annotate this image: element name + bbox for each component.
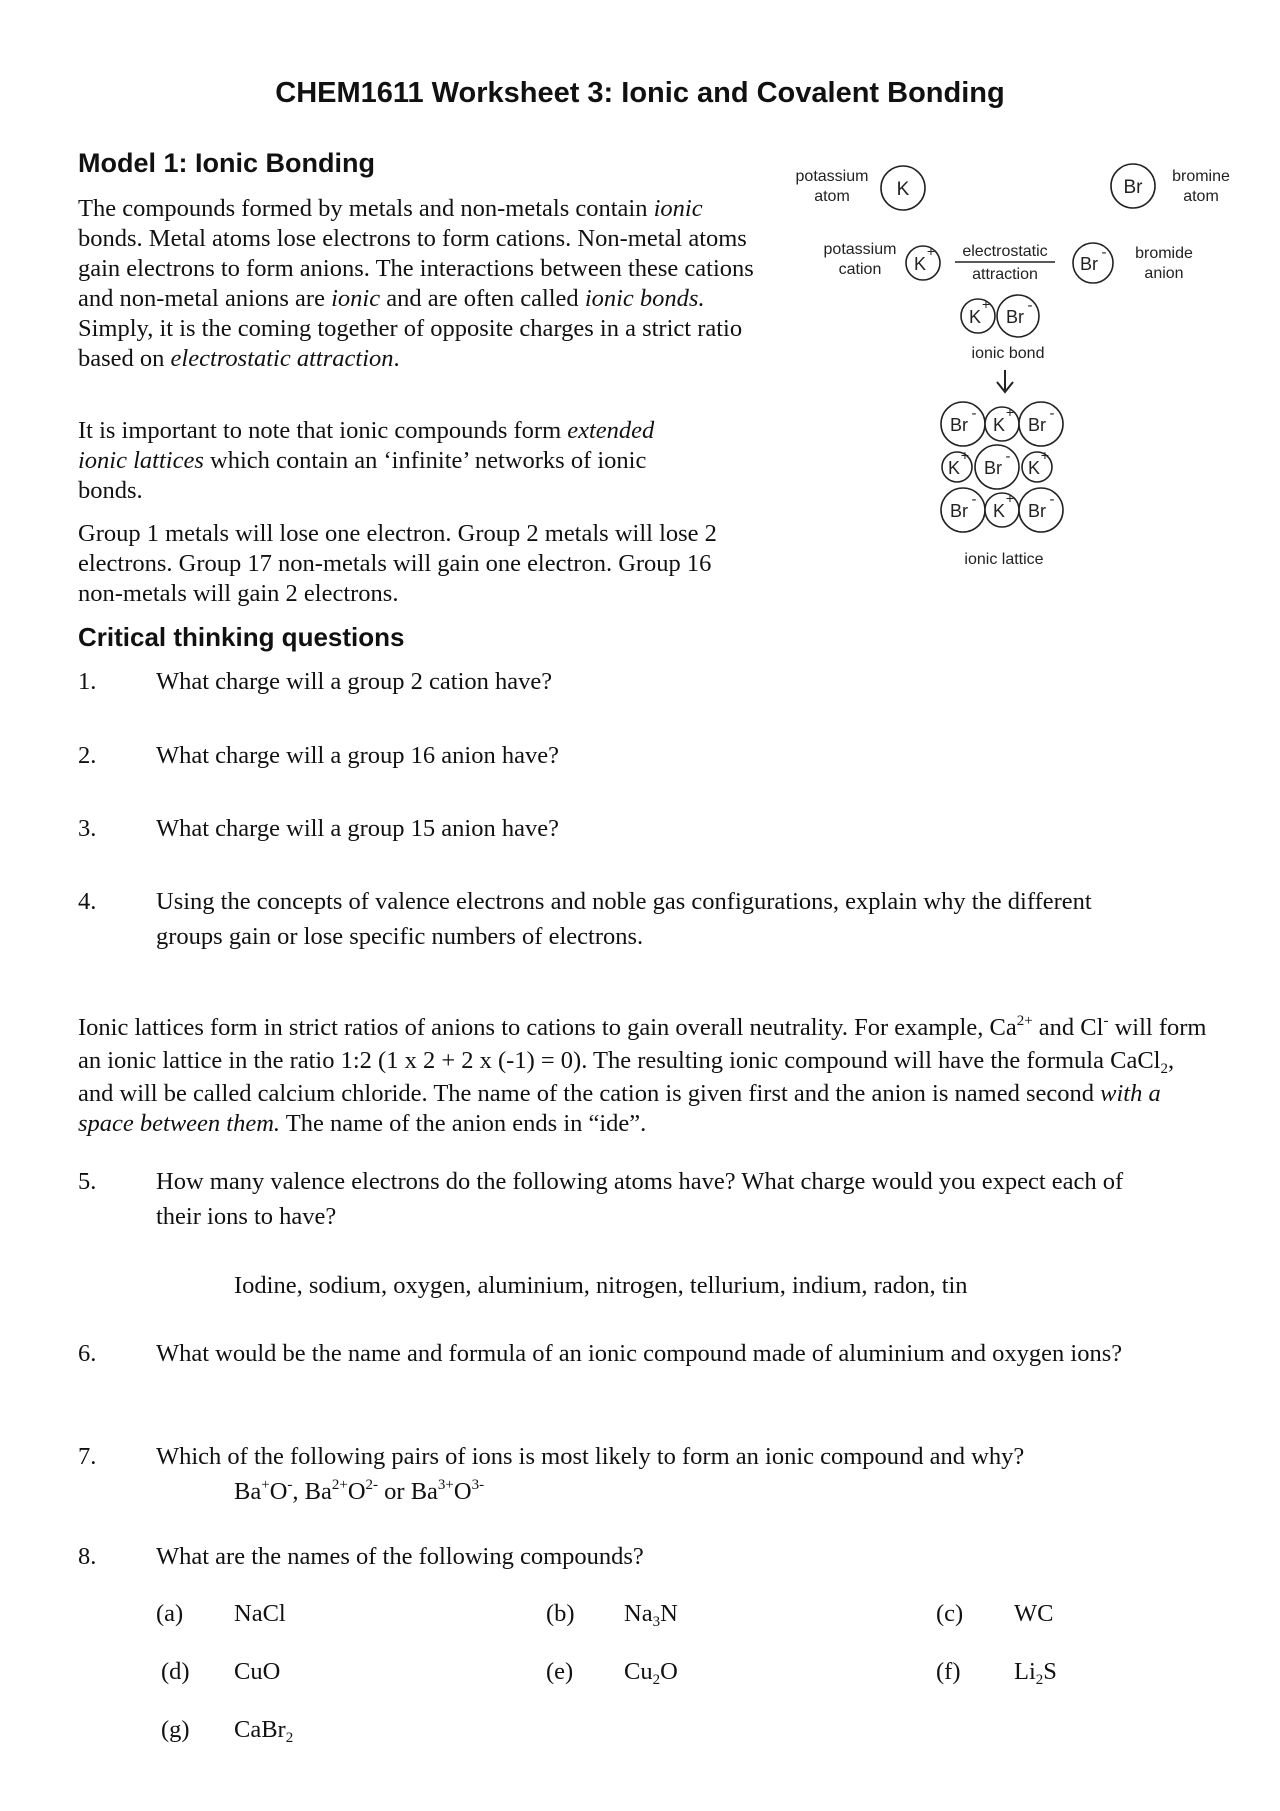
lattice-potassium-3-symbol: K: [1027, 458, 1041, 478]
question-7-number: 7.: [78, 1443, 97, 1470]
question-5-atom-list: Iodine, sodium, oxygen, aluminium, nitrogen, tellurium, indium, radon, tin: [234, 1272, 968, 1299]
lattice-bromide-3-symbol: Br: [984, 458, 1002, 478]
compound-c-formula: WC: [1014, 1600, 1054, 1627]
compound-b-letter: (b): [546, 1600, 575, 1627]
bromide-anion-charge: -: [1101, 244, 1107, 261]
bromine-atom-label-1: bromine: [1172, 168, 1230, 185]
compound-d-letter: (d): [161, 1658, 190, 1685]
potassium-atom-symbol: K: [896, 179, 910, 200]
question-6-text: What would be the name and formula of an ionic compound made of aluminium and oxygen ions?: [156, 1340, 1123, 1367]
lattice-potassium-4-symbol: K: [992, 501, 1006, 521]
attraction-label: attraction: [972, 266, 1038, 283]
page-title: CHEM1611 Worksheet 3: Ionic and Covalent Bonding: [275, 77, 1005, 109]
question-1-number: 1.: [78, 668, 97, 695]
compound-c-letter: (c): [936, 1600, 964, 1627]
lattice-bromide-5-symbol: Br: [1028, 501, 1046, 521]
lattice-potassium-2-symbol: K: [947, 458, 961, 478]
compound-a-formula: NaCl: [234, 1600, 286, 1627]
lattice-bromide-1-symbol: Br: [950, 415, 968, 435]
bromide-anion-symbol: Br: [1080, 254, 1098, 274]
potassium-cation-symbol: K: [913, 254, 927, 274]
question-1-text: What charge will a group 2 cation have?: [156, 668, 553, 695]
compound-f-letter: (f): [936, 1658, 961, 1685]
lattice-paragraph: Ionic lattices form in strict ratios of anions to cations to gain overall neutrality. For example, $Ca^{2+}$ and Cl- will form an ionic lattice in the ratio 1:2 (1 x 2 + 2 x (-1) = 0). The resulting ionic compound will have the formula CaCl$_2$, and will be called calcium chloride. The name of the cation is given first and the anion is named second with a space between them. The name of the anion ends in “ide”.: [78, 1013, 1207, 1137]
compound-b-formula: $Na_3N$: [624, 1600, 678, 1630]
potassium-cation-label-1: potassium: [823, 241, 897, 258]
ionic-bond-label: ionic bond: [971, 345, 1045, 362]
bromide-anion-label-2: anion: [1144, 265, 1184, 282]
model1-paragraph-3: Group 1 metals will lose one electron. Group 2 metals will lose 2 electrons. Group 17 non-metals will gain one electron. Group 16 non-metals will gain 2 electrons.: [78, 520, 717, 607]
compound-d-formula: CuO: [234, 1658, 281, 1685]
compound-e-letter: (e): [546, 1658, 574, 1685]
lattice-bromide-5-charge: -: [1049, 491, 1055, 508]
question-2-text: What charge will a group 16 anion have?: [156, 742, 559, 769]
lattice-potassium-1-charge: +: [1005, 404, 1015, 420]
compound-f-formula: $Li_2S$: [1014, 1658, 1057, 1688]
question-4-text-line-2: groups gain or lose specific numbers of electrons.: [156, 923, 644, 950]
lattice-bromide-1-charge: -: [971, 405, 977, 422]
compound-g-letter: (g): [161, 1716, 190, 1743]
question-7-text: Which of the following pairs of ions is most likely to form an ionic compound and why?: [156, 1443, 1025, 1470]
bond-potassium-symbol: K: [968, 307, 982, 327]
model1-paragraph-1: The compounds formed by metals and non-metals contain ionic bonds. Metal atoms lose electrons to form cations. Non-metal atoms gain electrons to form anions. The interactions between these cations and non-metal anions are ionic and are often called ionic bonds. Simply, it is the coming together of opposite charges in a strict ratio based on electrostatic attraction.: [78, 195, 754, 372]
critical-thinking-heading: Critical thinking questions: [78, 622, 405, 652]
question-8-text: What are the names of the following compounds?: [156, 1543, 644, 1570]
model1-heading: Model 1: Ionic Bonding: [78, 148, 375, 178]
compound-g-formula: CaBr$_2$: [234, 1716, 294, 1746]
lattice-potassium-3-charge: +: [1040, 447, 1050, 463]
lattice-potassium-4-charge: +: [1005, 490, 1015, 506]
lattice-bromide-2-symbol: Br: [1028, 415, 1046, 435]
question-8-number: 8.: [78, 1543, 97, 1570]
question-7-ion-pairs: Ba+O-, $Ba^{2+}O^{2-}$ or $Ba^{3+}O^{3-}$: [234, 1477, 485, 1505]
ionic-bonding-diagram: [780, 150, 1250, 590]
question-6-number: 6.: [78, 1340, 97, 1367]
bond-bromide-symbol: Br: [1006, 307, 1024, 327]
lattice-potassium-1-symbol: K: [992, 415, 1006, 435]
lattice-bromide-4-symbol: Br: [950, 501, 968, 521]
potassium-cation-label-2: cation: [838, 261, 882, 278]
bond-potassium-charge: +: [981, 296, 991, 312]
question-5-text-line-1: How many valence electrons do the following atoms have? What charge would you expect each of: [156, 1168, 1124, 1195]
compound-a-letter: (a): [156, 1600, 184, 1627]
question-3-number: 3.: [78, 815, 97, 842]
bromide-anion-label-1: bromide: [1135, 245, 1193, 262]
question-4-number: 4.: [78, 888, 97, 915]
question-4-text-line-1: Using the concepts of valence electrons and noble gas configurations, explain why the different: [156, 888, 1092, 915]
potassium-atom-label-2: atom: [814, 188, 850, 205]
question-3-text: What charge will a group 15 anion have?: [156, 815, 559, 842]
lattice-bromide-2-charge: -: [1049, 405, 1055, 422]
bond-bromide-charge: -: [1027, 297, 1033, 314]
potassium-cation-charge: +: [926, 243, 936, 259]
bromine-atom-symbol: Br: [1123, 177, 1143, 198]
electrostatic-label: electrostatic: [962, 243, 1048, 260]
question-5-number: 5.: [78, 1168, 97, 1195]
question-2-number: 2.: [78, 742, 97, 769]
bromine-atom-label-2: atom: [1183, 188, 1219, 205]
compound-e-formula: $Cu_2O$: [624, 1658, 678, 1688]
lattice-potassium-2-charge: +: [960, 447, 970, 463]
question-5-text-line-2: their ions to have?: [156, 1203, 337, 1230]
model1-paragraph-2: It is important to note that ionic compounds form extended ionic lattices which contain an ‘infinite’ networks of ionic bonds.: [78, 417, 655, 504]
potassium-atom-label-1: potassium: [795, 168, 869, 185]
ionic-lattice-label: ionic lattice: [964, 551, 1044, 568]
lattice-bromide-3-charge: -: [1005, 448, 1011, 465]
lattice-bromide-4-charge: -: [971, 491, 977, 508]
